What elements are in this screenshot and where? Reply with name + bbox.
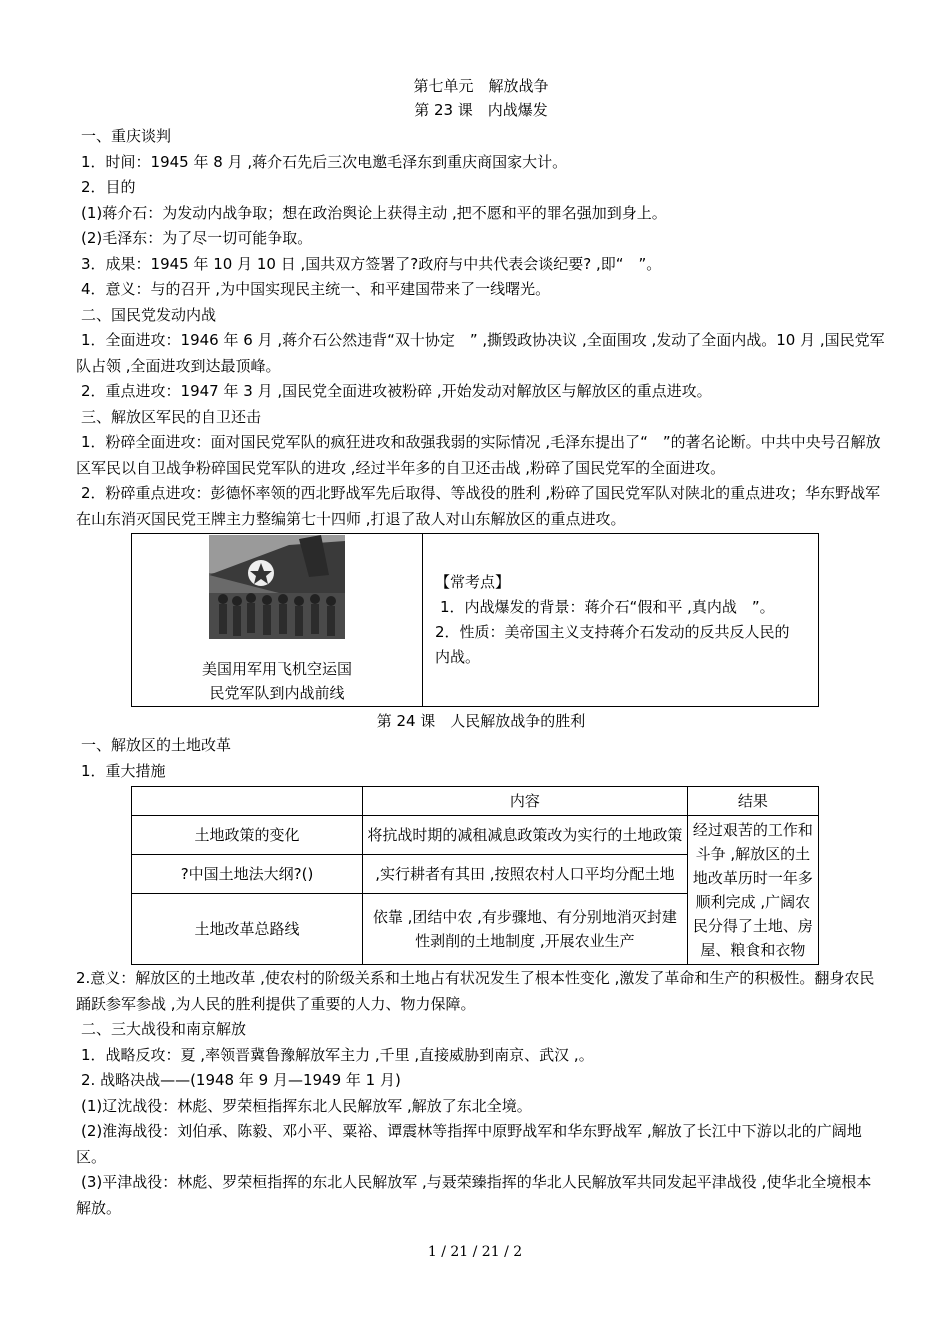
table-header: 结果 (687, 787, 818, 816)
paragraph: 4．意义：与的召开 ,为中国实现民主统一、和平建国带来了一线曙光。 (81, 280, 551, 298)
table-cell: ,实行耕者有其田 ,按照农村人口平均分配土地 (363, 854, 688, 893)
paragraph: 1．全面进攻：1946 年 6 月 ,蒋介石公然违背“双十协定 ” ,撕毁政协决议 ,全面围攻 ,发动了全面内战。10 月 ,国民党军队占领 ,全面进攻到达最顶峰。 (76, 331, 885, 375)
paragraph: 2.意义：解放区的土地改革 ,使农村的阶级关系和土地占有状况发生了根本性变化 ,激发了革命和生产的积极性。翻身农民踊跃参军参战 ,为人民的胜利提供了重要的人力、物力保障。 (76, 969, 875, 1013)
section-heading: 二、三大战役和南京解放 (81, 1020, 247, 1038)
unit-title: 第七单元 解放战争 (413, 77, 549, 95)
paragraph: 2．目的 (81, 178, 136, 196)
table-result-cell: 经过艰苦的工作和斗争 ,解放区的土地改革历时一年多顺利完成 ,广阔农民分得了土地、房屋、粮食和衣物 (687, 816, 818, 965)
paragraph: 1．战略反攻：夏 ,率领晋冀鲁豫解放军主力 ,千里 ,直接威胁到南京、武汉 ,。 (81, 1045, 594, 1064)
table-row-label: 土地改革总路线 (132, 893, 363, 964)
table-row-label: ?中国土地法大纲?() (132, 854, 363, 893)
paragraph: (2)毛泽东：为了尽一切可能争取。 (81, 229, 313, 247)
paragraph: 1．重大措施 (81, 761, 166, 780)
paragraph: 1．粉碎全面进攻：面对国民党军队的疯狂进攻和敌强我弱的实际情况 ,毛泽东提出了“ ”的著名论断。中共中央号召解放区军民以自卫战争粉碎国民党军队的进攻 ,经过半年多的自卫还击战 ,粉碎了国民党军的全面进攻。 (76, 433, 881, 477)
photo-cell (132, 534, 423, 707)
land-reform-table (131, 786, 819, 965)
document-page (76, 74, 886, 1221)
paragraph: 2．重点进攻：1947 年 3 月 ,国民党全面进攻被粉碎 ,开始发动对解放区与解放区的重点进攻。 (81, 382, 712, 400)
paragraph: (2)淮海战役：刘伯承、陈毅、邓小平、粟裕、谭震林等指挥中原野战军和华东野战军 ,解放了长江中下游以北的广阔地区。 (76, 1122, 862, 1166)
table-header: 内容 (363, 787, 688, 816)
paragraph: (1)蒋介石：为发动内战争取；想在政治舆论上获得主动 ,把不愿和平的罪名强加到身上。 (81, 203, 667, 222)
figure-table (131, 533, 819, 707)
page-number: 1 / 21 / 21 / 2 (427, 1244, 523, 1260)
exam-point: 2．性质：美帝国主义支持蒋介石发动的反共反人民的内战。 (435, 623, 790, 666)
paragraph: 1．时间：1945 年 8 月 ,蒋介石先后三次电邀毛泽东到重庆商国家大计。 (81, 152, 568, 171)
exam-points-heading: 【常考点】 (435, 573, 511, 591)
section-heading: 一、解放区的土地改革 (81, 736, 232, 754)
historical-photo (209, 535, 345, 639)
exam-point: 1．内战爆发的背景：蒋介石“假和平 ,真内战 ”。 (440, 598, 775, 616)
section-heading: 一、重庆谈判 (81, 127, 172, 145)
paragraph: (3)平津战役：林彪、罗荣桓指挥的东北人民解放军 ,与聂荣臻指挥的华北人民解放军共同发起平津战役 ,使华北全境根本解放。 (76, 1173, 872, 1217)
photo-caption-line: 民党军队到内战前线 (209, 684, 345, 702)
lesson-23-title: 第 23 课 内战爆发 (414, 101, 548, 119)
photo-caption-line: 美国用军用飞机空运国 (201, 660, 352, 678)
paragraph: 2．粉碎重点进攻：彭德怀率领的西北野战军先后取得、等战役的胜利 ,粉碎了国民党军队对陕北的重点进攻；华东野战军在山东消灭国民党王牌主力整编第七十四师 ,打退了敌人对山东解放区的重点进攻。 (76, 484, 881, 528)
paragraph: 3．成果：1945 年 10 月 10 日 ,国共双方签署了?政府与中共代表会谈纪要? ,即“ ”。 (81, 254, 662, 273)
table-row-label: 土地政策的变化 (132, 816, 363, 855)
paragraph: 2. 战略决战——(1948 年 9 月—1949 年 1 月) (81, 1071, 401, 1089)
table-cell: 将抗战时期的减租减息政策改为实行的土地政策 (363, 816, 688, 855)
table-header-empty (132, 787, 363, 816)
table-cell: 依靠 ,团结中农 ,有步骤地、有分别地消灭封建性剥削的土地制度 ,开展农业生产 (363, 893, 688, 964)
exam-points-cell (423, 534, 819, 707)
section-heading: 二、国民党发动内战 (81, 305, 217, 324)
section-heading: 三、解放区军民的自卫还击 (81, 407, 262, 426)
paragraph: (1)辽沈战役：林彪、罗荣桓指挥东北人民解放军 ,解放了东北全境。 (81, 1096, 532, 1115)
lesson-24-title: 第 24 课 人民解放战争的胜利 (376, 712, 586, 730)
